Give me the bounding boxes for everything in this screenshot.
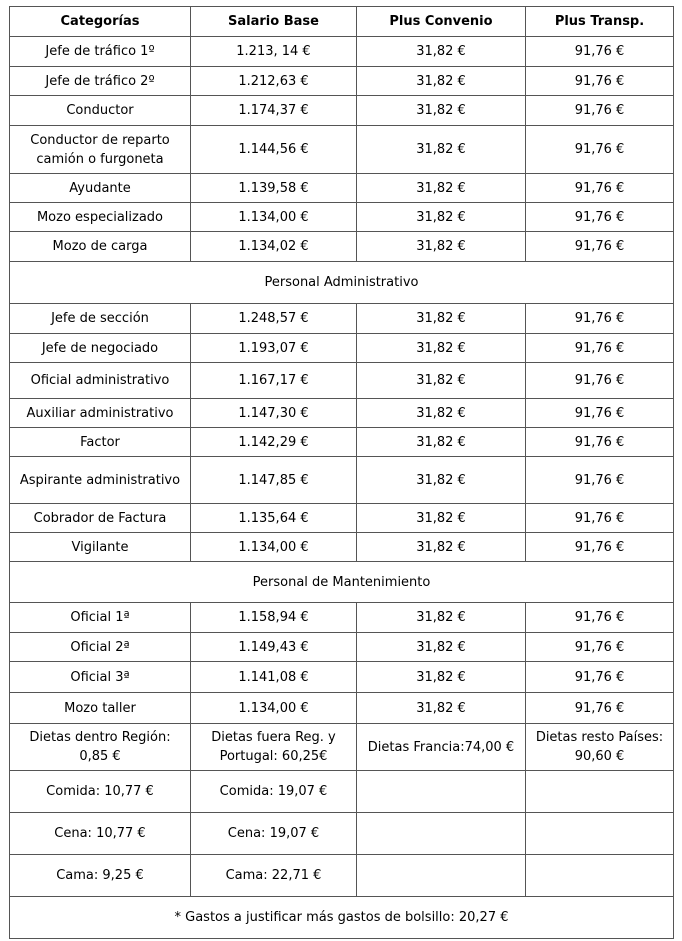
salary-base-cell: 1.167,17 € <box>191 363 357 399</box>
category-cell: Mozo de carga <box>10 232 191 262</box>
salary-base-cell: 1.139,58 € <box>191 174 357 203</box>
category-cell: Cobrador de Factura <box>10 504 191 533</box>
category-cell: Conductor de reparto camión o furgoneta <box>10 126 191 174</box>
empty-cell <box>357 855 526 897</box>
meal-fuera-cell: Comida: 19,07 € <box>191 771 357 813</box>
salary-base-cell: 1.134,00 € <box>191 533 357 562</box>
plus-convenio-cell: 31,82 € <box>357 504 526 533</box>
plus-convenio-cell: 31,82 € <box>357 428 526 457</box>
meal-row <box>10 771 674 813</box>
table-row <box>10 67 674 96</box>
salary-base-cell: 1.134,00 € <box>191 203 357 232</box>
plus-transp-cell: 91,76 € <box>526 662 674 693</box>
meal-fuera-cell: Cena: 19,07 € <box>191 813 357 855</box>
plus-convenio-cell: 31,82 € <box>357 232 526 262</box>
table-row <box>10 504 674 533</box>
salary-base-cell: 1.134,00 € <box>191 693 357 724</box>
plus-convenio-cell: 31,82 € <box>357 96 526 126</box>
table-row <box>10 693 674 724</box>
salary-base-cell: 1.158,94 € <box>191 603 357 633</box>
plus-convenio-cell: 31,82 € <box>357 603 526 633</box>
category-cell: Mozo taller <box>10 693 191 724</box>
salary-base-cell: 1.212,63 € <box>191 67 357 96</box>
plus-convenio-cell: 31,82 € <box>357 334 526 363</box>
salary-base-cell: 1.213, 14 € <box>191 37 357 67</box>
table-row <box>10 304 674 334</box>
salary-base-cell: 1.142,29 € <box>191 428 357 457</box>
header-salario-base: Salario Base <box>191 7 357 37</box>
section-row-mantenimiento <box>10 562 674 603</box>
table-row <box>10 334 674 363</box>
plus-transp-cell: 91,76 € <box>526 334 674 363</box>
plus-convenio-cell: 31,82 € <box>357 533 526 562</box>
table-row <box>10 126 674 174</box>
plus-convenio-cell: 31,82 € <box>357 399 526 428</box>
table-row <box>10 662 674 693</box>
category-cell: Jefe de tráfico 2º <box>10 67 191 96</box>
plus-convenio-cell: 31,82 € <box>357 67 526 96</box>
table-row <box>10 457 674 504</box>
table-row <box>10 603 674 633</box>
plus-transp-cell: 91,76 € <box>526 126 674 174</box>
plus-convenio-cell: 31,82 € <box>357 203 526 232</box>
plus-convenio-cell: 31,82 € <box>357 693 526 724</box>
footnote-row <box>10 897 674 939</box>
category-cell: Jefe de sección <box>10 304 191 334</box>
table-row <box>10 203 674 232</box>
plus-transp-cell: 91,76 € <box>526 232 674 262</box>
plus-convenio-cell: 31,82 € <box>357 304 526 334</box>
empty-cell <box>526 813 674 855</box>
section-title: Personal de Mantenimiento <box>10 562 674 603</box>
table-row <box>10 533 674 562</box>
meal-region-cell: Cena: 10,77 € <box>10 813 191 855</box>
section-title: Personal Administrativo <box>10 262 674 304</box>
plus-transp-cell: 91,76 € <box>526 67 674 96</box>
plus-convenio-cell: 31,82 € <box>357 174 526 203</box>
plus-transp-cell: 91,76 € <box>526 428 674 457</box>
plus-transp-cell: 91,76 € <box>526 37 674 67</box>
dietas-row <box>10 724 674 771</box>
meal-row <box>10 813 674 855</box>
table-row <box>10 232 674 262</box>
header-plus-convenio: Plus Convenio <box>357 7 526 37</box>
salary-base-cell: 1.149,43 € <box>191 633 357 662</box>
header-plus-transp: Plus Transp. <box>526 7 674 37</box>
salary-base-cell: 1.144,56 € <box>191 126 357 174</box>
salary-base-cell: 1.134,02 € <box>191 232 357 262</box>
category-cell: Mozo especializado <box>10 203 191 232</box>
empty-cell <box>357 771 526 813</box>
table-row <box>10 96 674 126</box>
table-row <box>10 633 674 662</box>
category-cell: Vigilante <box>10 533 191 562</box>
category-cell: Oficial administrativo <box>10 363 191 399</box>
plus-transp-cell: 91,76 € <box>526 603 674 633</box>
header-categorias: Categorías <box>10 7 191 37</box>
table-row <box>10 428 674 457</box>
plus-convenio-cell: 31,82 € <box>357 363 526 399</box>
dietas-resto-cell: Dietas resto Países: 90,60 € <box>526 724 674 771</box>
salary-base-cell: 1.193,07 € <box>191 334 357 363</box>
meal-region-cell: Comida: 10,77 € <box>10 771 191 813</box>
salary-table <box>9 6 674 939</box>
plus-convenio-cell: 31,82 € <box>357 37 526 67</box>
category-cell: Oficial 3ª <box>10 662 191 693</box>
category-cell: Conductor <box>10 96 191 126</box>
table-row <box>10 363 674 399</box>
category-cell: Oficial 2ª <box>10 633 191 662</box>
salary-base-cell: 1.147,30 € <box>191 399 357 428</box>
table-row <box>10 399 674 428</box>
empty-cell <box>357 813 526 855</box>
category-cell: Auxiliar administrativo <box>10 399 191 428</box>
meal-fuera-cell: Cama: 22,71 € <box>191 855 357 897</box>
footnote: * Gastos a justificar más gastos de bolsillo: 20,27 € <box>10 897 674 939</box>
plus-transp-cell: 91,76 € <box>526 96 674 126</box>
plus-transp-cell: 91,76 € <box>526 174 674 203</box>
category-cell: Ayudante <box>10 174 191 203</box>
dietas-francia-cell: Dietas Francia:74,00 € <box>357 724 526 771</box>
category-cell: Factor <box>10 428 191 457</box>
meal-region-cell: Cama: 9,25 € <box>10 855 191 897</box>
meal-row <box>10 855 674 897</box>
plus-convenio-cell: 31,82 € <box>357 126 526 174</box>
plus-transp-cell: 91,76 € <box>526 504 674 533</box>
header-row <box>10 7 674 37</box>
dietas-fuera-cell: Dietas fuera Reg. y Portugal: 60,25€ <box>191 724 357 771</box>
salary-base-cell: 1.135,64 € <box>191 504 357 533</box>
plus-transp-cell: 91,76 € <box>526 533 674 562</box>
category-cell: Aspirante administrativo <box>10 457 191 504</box>
category-cell: Jefe de negociado <box>10 334 191 363</box>
section-row-administrativo <box>10 262 674 304</box>
table-row <box>10 37 674 67</box>
category-cell: Jefe de tráfico 1º <box>10 37 191 67</box>
plus-transp-cell: 91,76 € <box>526 399 674 428</box>
plus-transp-cell: 91,76 € <box>526 203 674 232</box>
salary-base-cell: 1.141,08 € <box>191 662 357 693</box>
plus-convenio-cell: 31,82 € <box>357 662 526 693</box>
salary-base-cell: 1.174,37 € <box>191 96 357 126</box>
salary-base-cell: 1.147,85 € <box>191 457 357 504</box>
empty-cell <box>526 855 674 897</box>
plus-transp-cell: 91,76 € <box>526 693 674 724</box>
dietas-region-cell: Dietas dentro Región: 0,85 € <box>10 724 191 771</box>
plus-convenio-cell: 31,82 € <box>357 633 526 662</box>
plus-transp-cell: 91,76 € <box>526 633 674 662</box>
plus-transp-cell: 91,76 € <box>526 457 674 504</box>
plus-transp-cell: 91,76 € <box>526 363 674 399</box>
plus-convenio-cell: 31,82 € <box>357 457 526 504</box>
empty-cell <box>526 771 674 813</box>
table-row <box>10 174 674 203</box>
plus-transp-cell: 91,76 € <box>526 304 674 334</box>
salary-base-cell: 1.248,57 € <box>191 304 357 334</box>
category-cell: Oficial 1ª <box>10 603 191 633</box>
